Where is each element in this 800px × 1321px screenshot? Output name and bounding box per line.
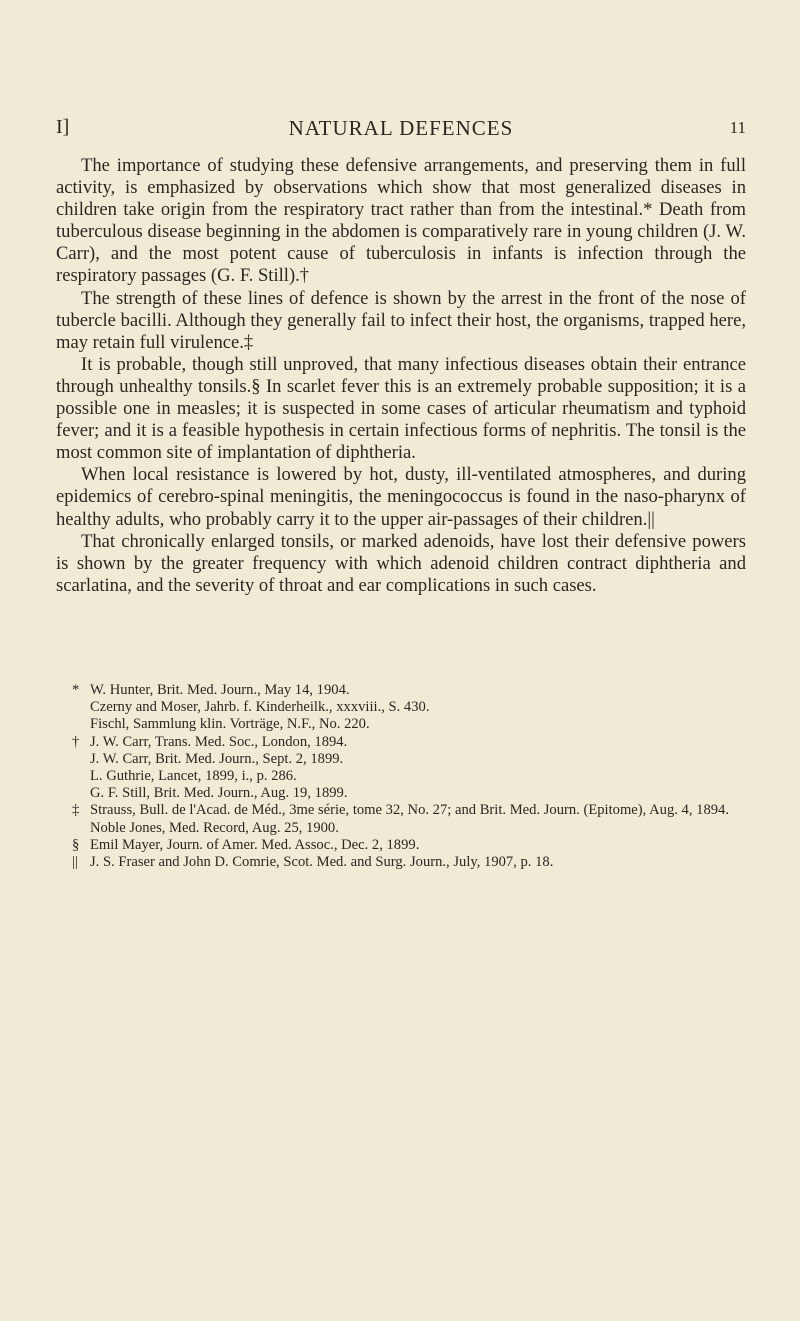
footnote — [72, 768, 752, 785]
footnote — [72, 820, 752, 837]
running-title: NATURAL DEFENCES — [288, 116, 514, 140]
footnote — [72, 734, 752, 751]
body-text — [56, 155, 746, 597]
page-header — [56, 116, 746, 146]
paragraph: The strength of these lines of defence is shown by the arrest in the front of the nose of tubercle bacilli. Although they generally fail to infect their host, the organisms, trapped here, may retain full virulence.‡ — [56, 287, 746, 353]
footnote-text: Czerny and Moser, Jahrb. f. Kinderheilk., xxxviii., S. 430. — [90, 699, 430, 716]
chapter-number: I] — [56, 116, 70, 138]
footnote-text: Strauss, Bull. de l'Acad. de Méd., 3me série, tome 32, No. 27; and Brit. Med. Journ. (Epitome), Aug. 4, 1894. — [90, 802, 729, 819]
footnote-text: J. S. Fraser and John D. Comrie, Scot. Med. and Surg. Journ., July, 1907, p. 18. — [90, 854, 554, 871]
footnote-text: Emil Mayer, Journ. of Amer. Med. Assoc., Dec. 2, 1899. — [90, 836, 420, 853]
footnote-text: J. W. Carr, Trans. Med. Soc., London, 1894. — [90, 733, 348, 750]
footnote-text: Fischl, Sammlung klin. Vorträge, N.F., No. 220. — [90, 716, 370, 733]
footnote — [72, 682, 752, 699]
footnote-text: Noble Jones, Med. Record, Aug. 25, 1900. — [90, 819, 339, 836]
footnote-mark: † — [72, 733, 80, 750]
footnote-mark: || — [72, 854, 78, 871]
paragraph: That chronically enlarged tonsils, or marked adenoids, have lost their defensive powers is shown by the greater frequency with which adenoid children contract diphtheria and scarlatina, and the severity of throat and ear complications in such cases. — [56, 530, 746, 596]
footnote-text: L. Guthrie, Lancet, 1899, i., p. 286. — [90, 768, 297, 785]
footnote-text: W. Hunter, Brit. Med. Journ., May 14, 1904. — [90, 682, 350, 698]
paragraph: The importance of studying these defensive arrangements, and preserving them in full activity, is emphasized by observations which show that most generalized diseases in children take origin from the respiratory tract rather than from the intestinal.* Death from tuberculous disease beginning in the abdomen is comparatively rare in young children (J. W. Carr), and the most potent cause of tuberculosis in infants is infection through the respiratory passages (G. F. Still).† — [56, 155, 746, 287]
footnote-mark: * — [72, 682, 80, 698]
footnote — [72, 785, 752, 802]
footnote — [72, 802, 752, 819]
footnote — [72, 837, 752, 854]
footnote — [72, 751, 752, 768]
footnotes — [72, 682, 752, 871]
footnote — [72, 716, 752, 733]
paragraph: When local resistance is lowered by hot, dusty, ill-ventilated atmospheres, and during epidemics of cerebro-spinal meningitis, the meningococcus is found in the naso-pharynx of healthy adults, who probably carry it to the upper air-passages of their children.|| — [56, 464, 746, 530]
page-number: 11 — [729, 118, 746, 137]
footnote-mark: § — [72, 836, 80, 853]
footnote — [72, 699, 752, 716]
footnote-mark: ‡ — [72, 802, 80, 819]
footnote-text: G. F. Still, Brit. Med. Journ., Aug. 19, 1899. — [90, 785, 348, 802]
paragraph: It is probable, though still unproved, that many infectious diseases obtain their entrance through unhealthy tonsils.§ In scarlet fever this is an extremely probable supposition; it is a possible one in measles; it is suspected in some cases of articular rheumatism and typhoid fever; and it is a feasible hypothesis in certain infectious forms of nephritis. The tonsil is the most common site of implantation of diphtheria. — [56, 353, 746, 464]
footnote-text: J. W. Carr, Brit. Med. Journ., Sept. 2, 1899. — [90, 750, 344, 767]
footnote — [72, 854, 752, 871]
